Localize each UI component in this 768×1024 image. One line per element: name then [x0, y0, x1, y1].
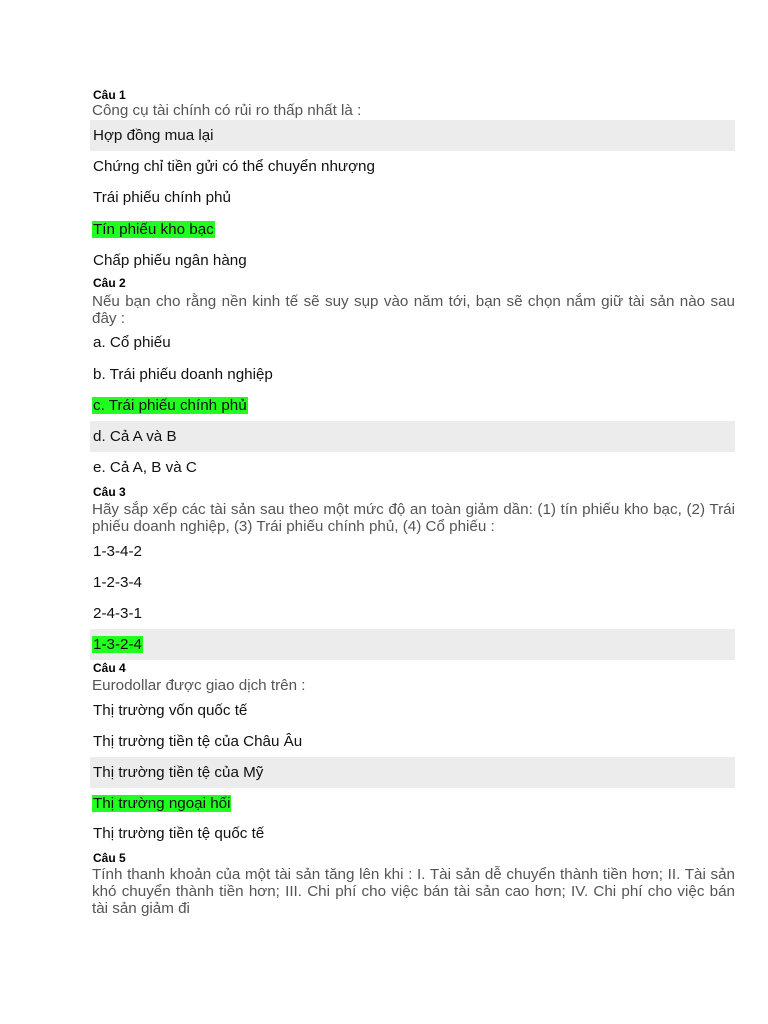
answer-option[interactable]: [90, 695, 735, 726]
answer-option[interactable]: [90, 421, 735, 452]
answer-option-correct[interactable]: [90, 629, 735, 660]
answer-option-label: e. Cả A, B và C: [93, 459, 197, 476]
answer-option[interactable]: [90, 452, 735, 483]
answer-option-label: Chứng chỉ tiền gửi có thể chuyển nhượng: [93, 158, 375, 175]
question-number: Câu 4: [93, 661, 126, 675]
question-number: Câu 5: [93, 851, 126, 865]
answer-option-label: Chấp phiếu ngân hàng: [93, 252, 247, 269]
answer-option-label: Thị trường tiền tệ của Mỹ: [93, 764, 264, 781]
answer-option-label: 1-2-3-4: [93, 574, 142, 591]
answer-option[interactable]: [90, 757, 735, 788]
question-number: Câu 2: [93, 276, 126, 290]
answer-option-label: c. Trái phiếu chính phủ: [93, 397, 247, 414]
answer-option-label: d. Cả A và B: [93, 428, 177, 445]
answer-option-label: Thị trường vốn quốc tế: [93, 702, 248, 719]
answer-option[interactable]: [90, 245, 735, 276]
answer-option[interactable]: [90, 327, 735, 358]
question-text: Công cụ tài chính có rủi ro thấp nhất là :: [92, 102, 362, 119]
answer-option[interactable]: [90, 359, 735, 390]
question-text: Eurodollar được giao dịch trên :: [92, 677, 306, 694]
answer-option[interactable]: [90, 726, 735, 757]
answer-option[interactable]: [90, 818, 735, 849]
answer-option-label: Thị trường tiền tệ quốc tế: [93, 825, 265, 842]
answer-option[interactable]: [90, 182, 735, 213]
question-text: Tính thanh khoản của một tài sản tăng lên khi : I. Tài sản dễ chuyển thành tiền hơn; II. Tài sản khó chuyển thành tiền hơn; III. Chi phí cho việc bán tài sản cao hơn; IV. Chi phí cho việc bán tài sản giảm đi: [92, 866, 735, 917]
answer-option-label: 1-3-2-4: [93, 636, 142, 653]
answer-option-label: Thị trường ngoại hối: [93, 795, 231, 812]
answer-option-label: Hợp đồng mua lại: [93, 127, 214, 144]
question-number: Câu 3: [93, 485, 126, 499]
answer-option-correct[interactable]: [90, 788, 735, 819]
answer-option[interactable]: [90, 598, 735, 629]
answer-option-label: Thị trường tiền tệ của Châu Âu: [93, 733, 303, 750]
answer-option[interactable]: [90, 120, 735, 151]
answer-option-correct[interactable]: [90, 390, 735, 421]
answer-option-correct[interactable]: [90, 214, 735, 245]
answer-option-label: 1-3-4-2: [93, 543, 142, 560]
answer-option-label: Tín phiếu kho bạc: [93, 221, 214, 238]
answer-option-label: 2-4-3-1: [93, 605, 142, 622]
answer-option-label: Trái phiếu chính phủ: [93, 189, 231, 206]
question-number: Câu 1: [93, 88, 126, 102]
answer-option[interactable]: [90, 567, 735, 598]
question-text: Hãy sắp xếp các tài sản sau theo một mức độ an toàn giảm dần: (1) tín phiếu kho bạc, (2) Trái phiếu doanh nghiệp, (3) Trái phiếu chính phủ, (4) Cổ phiếu :: [92, 501, 735, 535]
question-text: Nếu bạn cho rằng nền kinh tế sẽ suy sụp vào năm tới, bạn sẽ chọn nắm giữ tài sản nào sau đây :: [92, 293, 735, 327]
answer-option[interactable]: [90, 536, 735, 567]
answer-option-label: a. Cổ phiếu: [93, 334, 171, 351]
answer-option-label: b. Trái phiếu doanh nghiệp: [93, 366, 273, 383]
answer-option[interactable]: [90, 151, 735, 182]
